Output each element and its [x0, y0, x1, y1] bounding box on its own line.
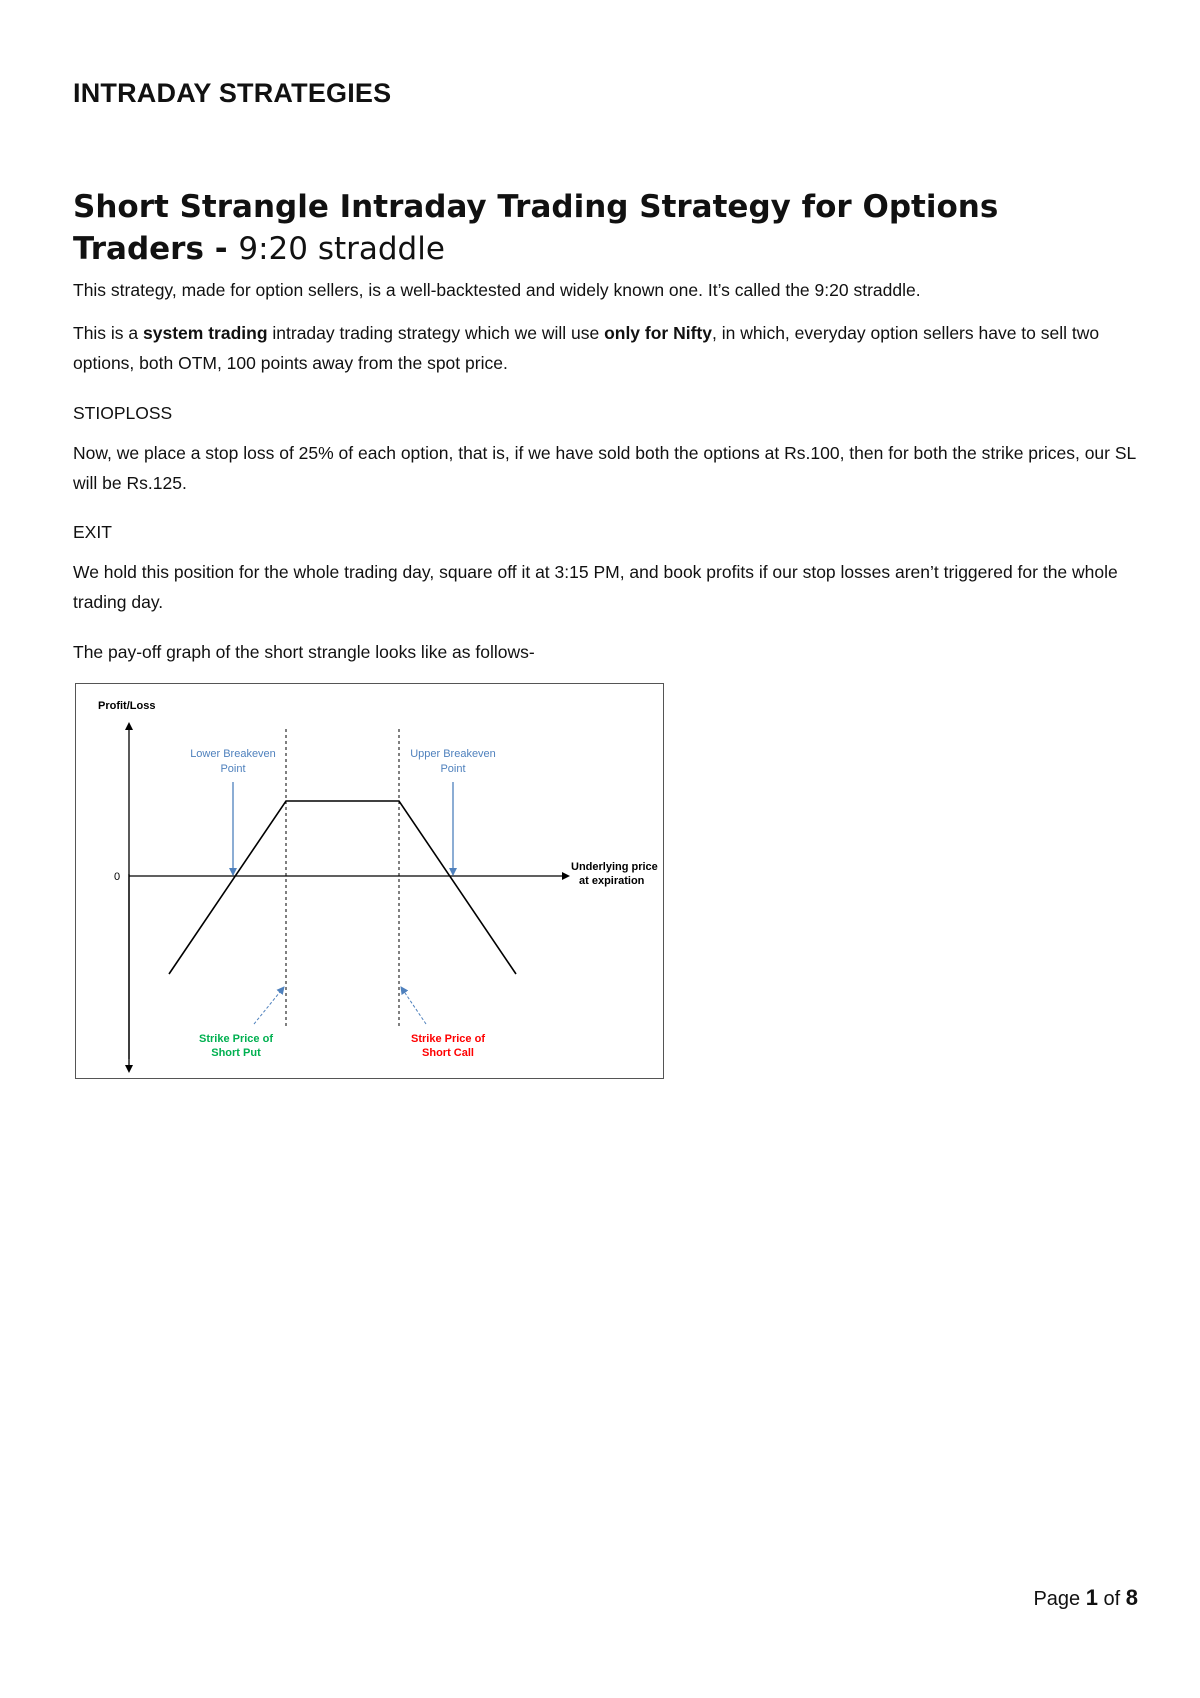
call-strike-label-line2: Short Call	[422, 1047, 474, 1059]
put-strike-label-line2: Short Put	[211, 1047, 261, 1059]
lower-breakeven-label-line1: Lower Breakeven	[190, 748, 276, 760]
payoff-diagram	[75, 683, 664, 1079]
total-pages-number: 8	[1125, 1585, 1138, 1610]
call-strike-label-line1: Strike Price of	[411, 1033, 485, 1045]
current-page-number: 1	[1085, 1585, 1098, 1610]
text-run: intraday trading strategy which we will use	[267, 323, 605, 343]
stoploss-label: STIOPLOSS	[73, 403, 173, 423]
exit-paragraph: We hold this position for the whole trading day, square off it at 3:15 PM, and book profits if our stop losses aren’t triggered for the whole trading day.	[73, 562, 1118, 612]
section-heading	[73, 186, 1133, 270]
intro-paragraph: This strategy, made for option sellers, is a well-backtested and widely known one. It’s called the 9:20 straddle.	[73, 280, 921, 300]
document-title: INTRADAY STRATEGIES	[73, 78, 392, 108]
text-run: , in which, everyday option sellers have to sell two options, both OTM, 100 points away from the spot price.	[73, 323, 1100, 373]
page-word: Page	[1033, 1588, 1086, 1610]
graph-intro-paragraph: The pay-off graph of the short strangle looks like as follows-	[73, 642, 535, 662]
payoff-diagram-svg	[76, 684, 665, 1080]
upper-breakeven-label-line2: Point	[440, 763, 466, 775]
page-footer	[1033, 1585, 1138, 1611]
heading-main: Short Strangle Intraday Trading Strategy for Options Traders -	[73, 189, 999, 267]
exit-label: EXIT	[73, 522, 112, 542]
heading-subtitle: 9:20 straddle	[238, 231, 445, 267]
x-axis-label-line2: at expiration	[579, 875, 645, 887]
x-axis-label-line1: Underlying price	[571, 861, 658, 873]
stoploss-paragraph: Now, we place a stop loss of 25% of each option, that is, if we have sold both the options at Rs.100, then for both the strike prices, our SL will be Rs.125.	[73, 443, 1136, 493]
bold-system-trading: system trading	[143, 323, 268, 343]
bold-only-for-nifty: only for Nifty	[604, 323, 712, 343]
y-axis-label: Profit/Loss	[98, 700, 156, 712]
system-trading-paragraph	[73, 318, 1143, 378]
zero-label: 0	[114, 871, 121, 883]
put-strike-label-line1: Strike Price of	[199, 1033, 273, 1045]
text-run: This is a	[73, 323, 144, 343]
put-strike-pointer	[254, 987, 284, 1024]
call-strike-pointer	[401, 987, 426, 1024]
payoff-line	[169, 801, 516, 974]
upper-breakeven-label-line1: Upper Breakeven	[410, 748, 496, 760]
of-word: of	[1097, 1588, 1126, 1610]
lower-breakeven-label-line2: Point	[220, 763, 246, 775]
